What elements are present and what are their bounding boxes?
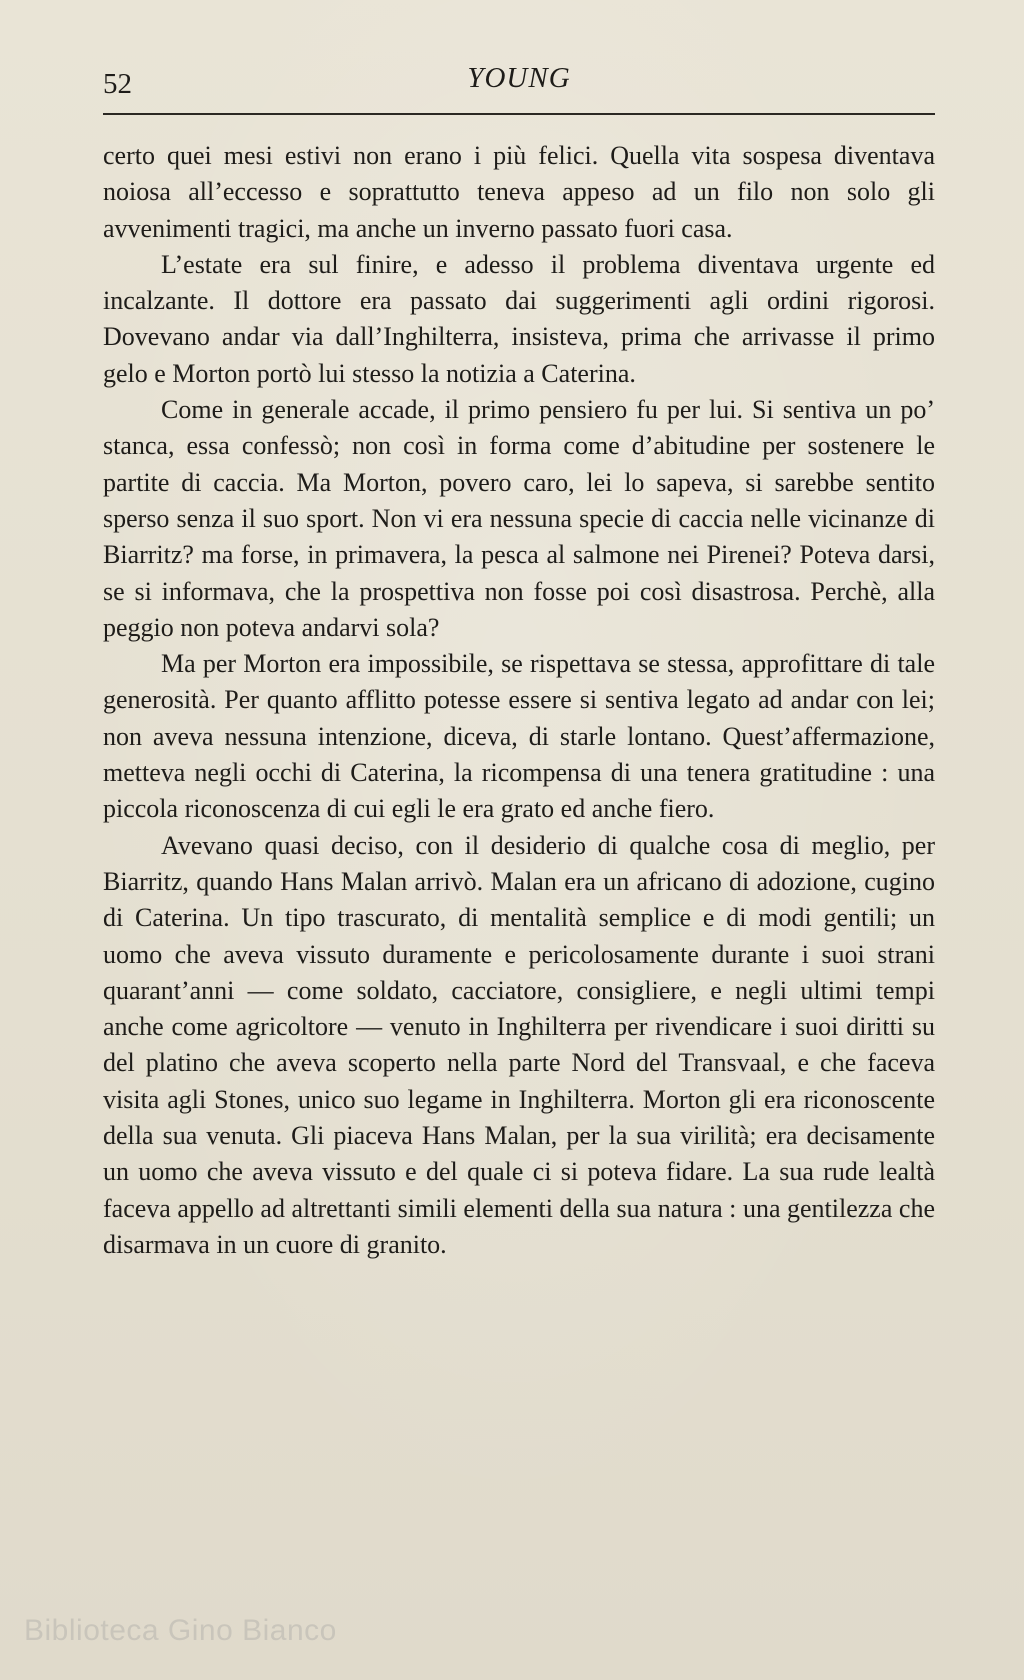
paragraph-3: Come in generale accade, il primo pensiero fu per lui. Si sentiva un po’ stanca, essa confessò; non così in forma come d’abitudine per sostenere le partite di caccia. Ma Morton, povero caro, lei lo sapeva, si sarebbe sentito sperso senza il suo sport. Non vi era nessuna specie di caccia nelle vicinanze di Biarritz? ma forse, in primavera, la pesca al salmone nei Pirenei? Poteva darsi, se si informava, che la prospettiva non fosse poi così disastrosa. Perchè, alla peggio non poteva andarvi sola? <box>103 395 935 642</box>
header-rule <box>103 113 935 115</box>
paragraph-1: certo quei mesi estivi non erano i più felici. Quella vita sospesa diventava noiosa all’eccesso e soprattutto teneva appeso ad un filo non solo gli avvenimenti tragici, ma anche un inverno passato fuori casa. <box>103 141 935 243</box>
running-head: YOUNG <box>467 62 571 94</box>
paragraph-5: Avevano quasi deciso, con il desiderio di qualche cosa di meglio, per Biarritz, quando Hans Malan arrivò. Malan era un africano di adozione, cugino di Caterina. Un tipo trascurato, di mentalità semplice e di modi gentili; un uomo che aveva vissuto duramente e pericolosamente durante i suoi strani quarant’anni — come soldato, cacciatore, consigliere, e negli ultimi tempi anche come agricoltore — venuto in Inghilterra per rivendicare i suoi diritti su del platino che aveva scoperto nella parte Nord del Transvaal, e che faceva visita agli Stones, unico suo legame in Inghilterra. Morton gli era riconoscente della sua venuta. Gli piaceva Hans Malan, per la sua virilità; era decisamente un uomo che aveva vissuto e del quale ci si poteva fidare. La sua rude lealtà faceva appello ad altrettanti simili elementi della sua natura : una gentilezza che disarmava in un cuore di granito. <box>103 830 935 1259</box>
body-text <box>103 138 935 1263</box>
page-header <box>103 62 935 106</box>
library-watermark: Biblioteca Gino Bianco <box>24 1614 337 1647</box>
paragraph-4: Ma per Morton era impossibile, se rispettava se stessa, approfittare di tale generosità. Per quanto afflitto potesse essere si sentiva legato ad andar con lei; non aveva nessuna intenzione, diceva, di starle lontano. Quest’affermazione, metteva negli occhi di Caterina, la ricompensa di una tenera gratitudine : una piccola riconoscenza di cui egli le era grato ed anche fiero. <box>103 649 935 824</box>
page-number: 52 <box>103 68 132 100</box>
paragraph-2: L’estate era sul finire, e adesso il problema diventava urgente ed incalzante. Il dottore era passato dai suggerimenti agli ordini rigorosi. Dovevano andar via dall’Inghilterra, insisteva, prima che arrivasse il primo gelo e Morton portò lui stesso la notizia a Caterina. <box>103 249 935 388</box>
